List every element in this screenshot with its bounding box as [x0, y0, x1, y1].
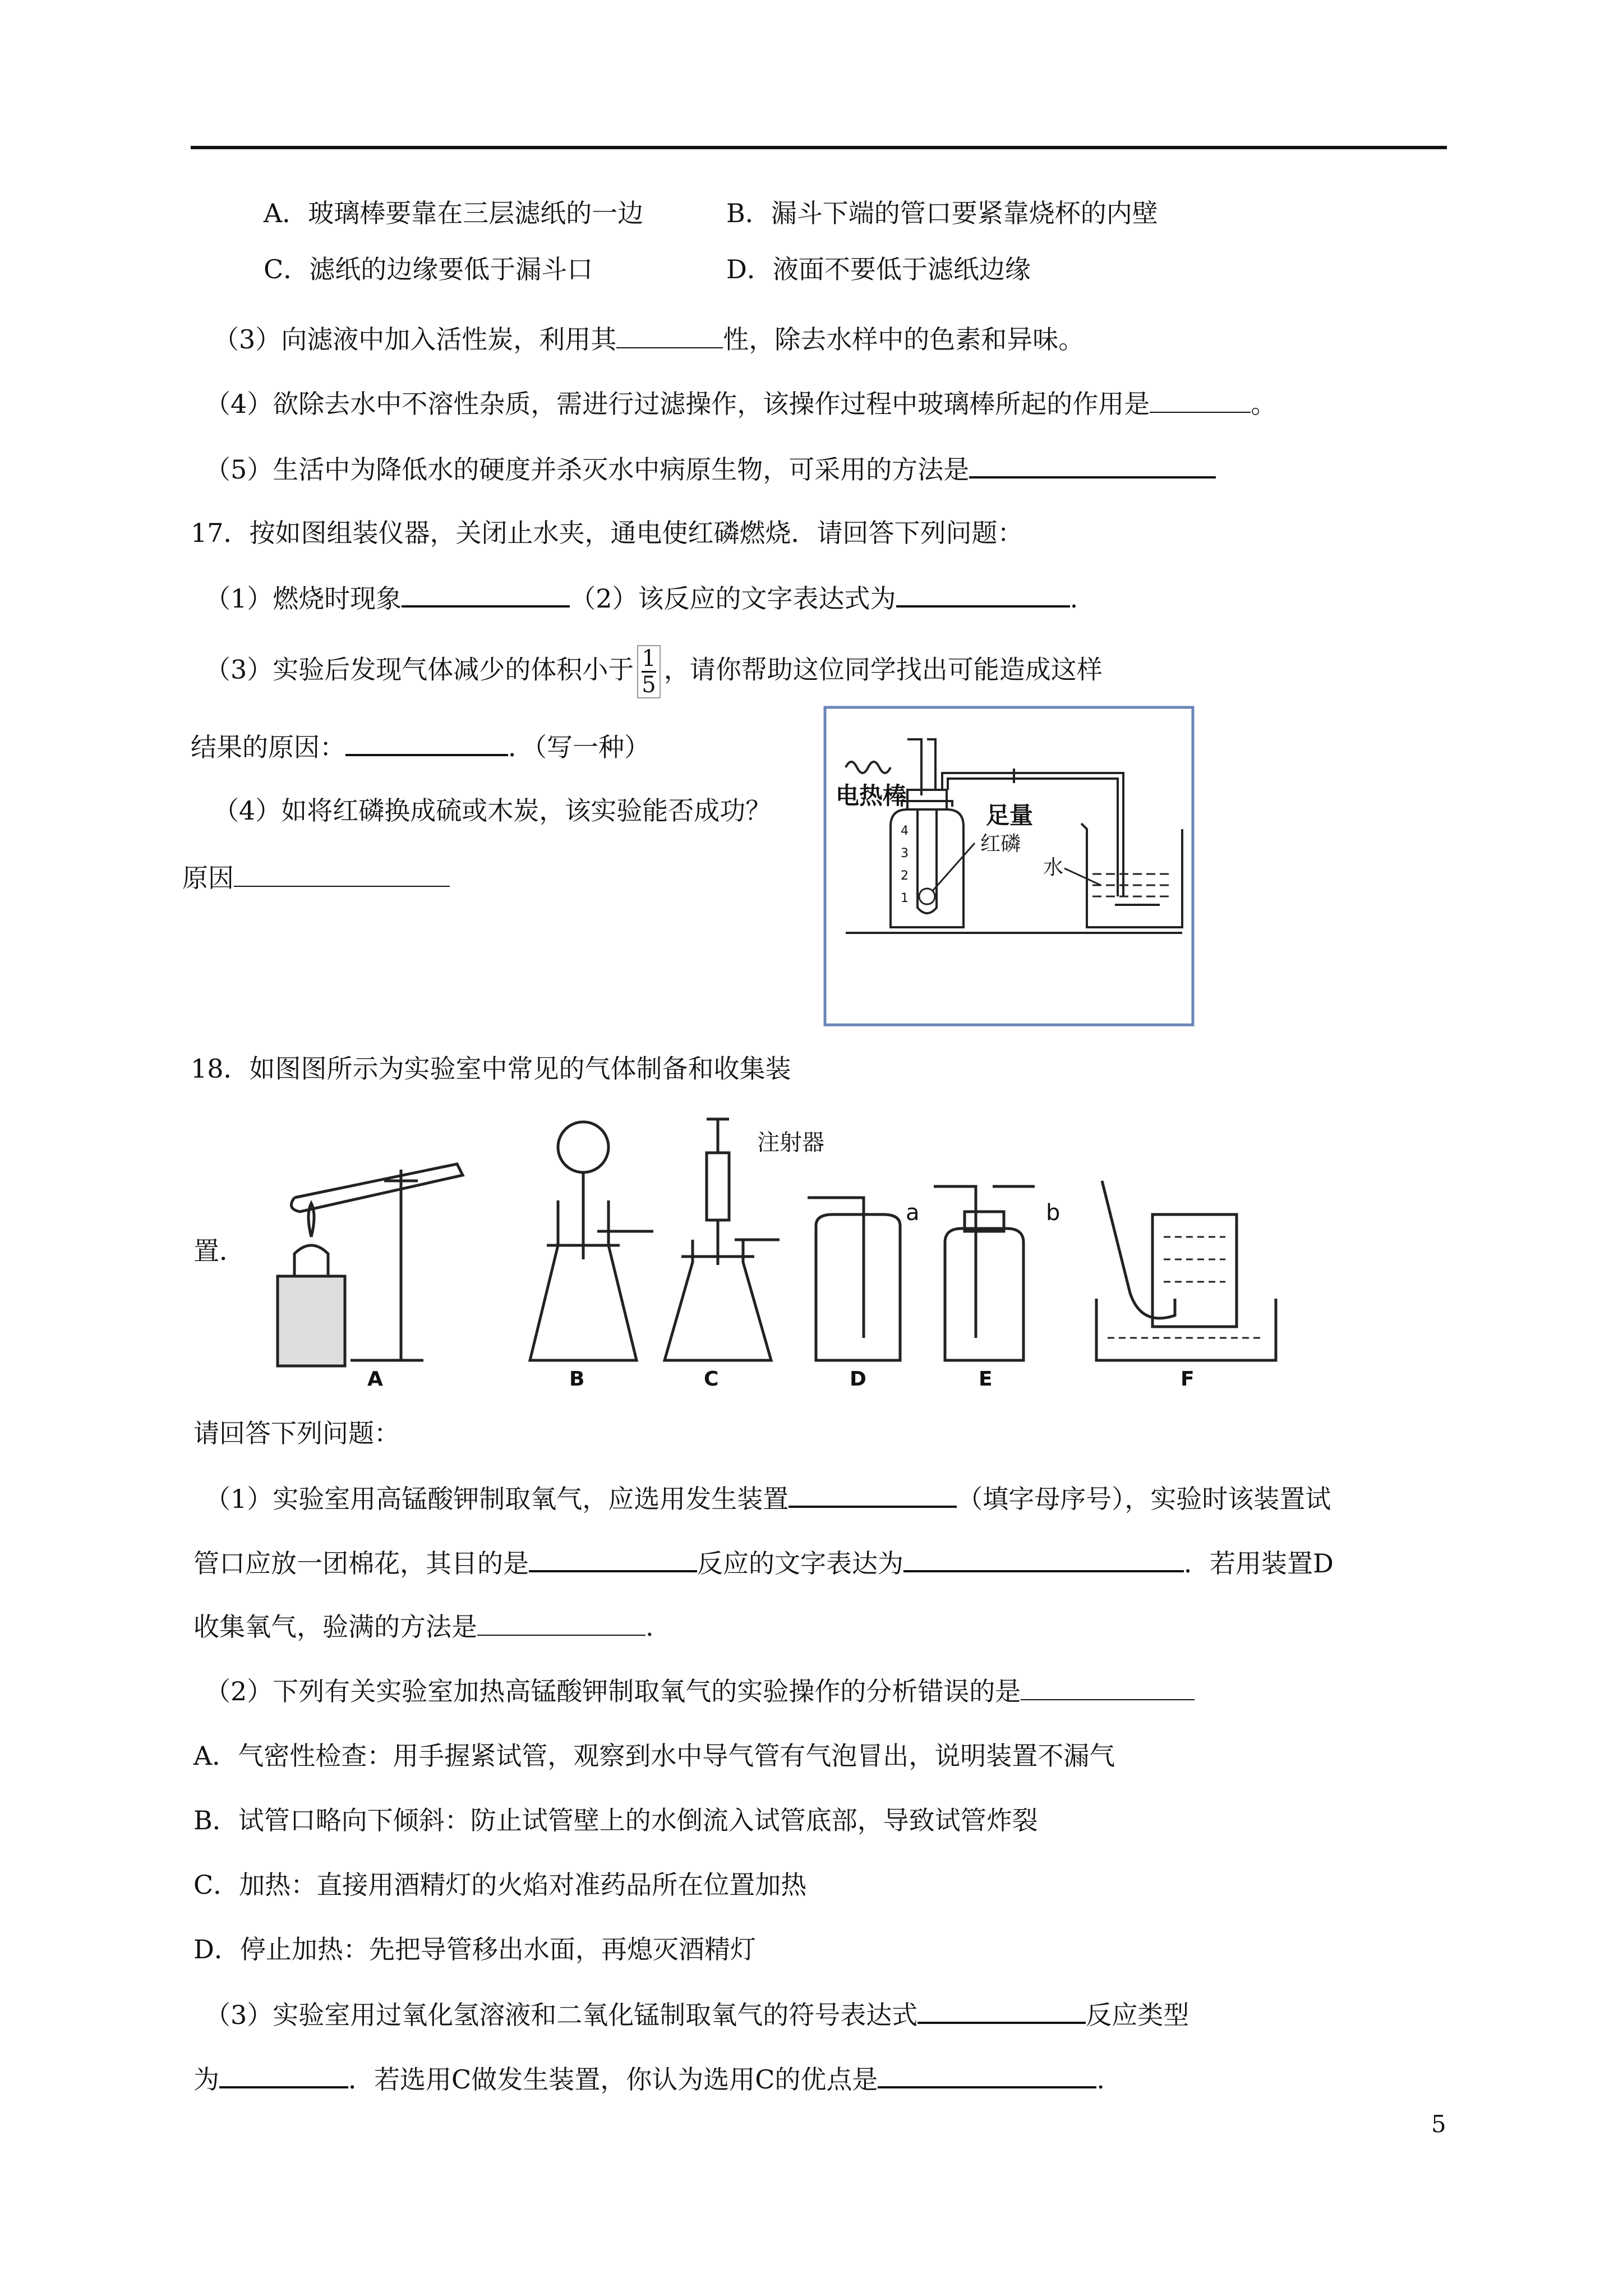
answer-blank[interactable]: [789, 1481, 957, 1508]
answer-blank[interactable]: [234, 861, 450, 887]
page-number: 5: [1431, 2110, 1446, 2138]
phosphorus-label-1: 足量: [986, 802, 1034, 829]
apparatus-label-d: D: [850, 1368, 866, 1388]
answer-blank[interactable]: [917, 1997, 1086, 2024]
q16-part5: （5）生活中为降低水的硬度并杀灭水中病原生物，可采用的方法是: [205, 452, 1216, 486]
option-d: D．液面不要低于滤纸边缘: [726, 254, 1031, 284]
answer-blank[interactable]: [1021, 1674, 1195, 1700]
q18-option-b: B．试管口略向下倾斜：防止试管壁上的水倒流入试管底部，导致试管炸裂: [193, 1805, 1038, 1835]
scale-mark: 3: [901, 846, 909, 861]
option-c: C．滤纸的边缘要低于漏斗口: [264, 254, 593, 284]
q16-part3: （3）向滤液中加入活性炭，利用其 性，除去水样中的色素和异味。: [213, 323, 1084, 356]
answer-blank[interactable]: [529, 1545, 697, 1572]
q17-part3-cont: 结果的原因： ．（写一种）: [191, 729, 650, 764]
scale-mark: 2: [901, 869, 909, 883]
answer-blank[interactable]: [616, 323, 723, 348]
q17-part3: （3）实验后发现气体减少的体积小于 $\frac{1}{5}$ ，请你帮助这位同学找出可能造成这样: [205, 646, 1103, 698]
q18-apparatus-figure: [255, 1114, 1312, 1388]
phosphorus-label-2: 红磷: [980, 832, 1021, 855]
q17-part1-2: （1）燃烧时现象 （2）该反应的文字表达式为 .: [205, 581, 1078, 615]
answer-blank[interactable]: [896, 581, 1070, 608]
syringe-label: 注射器: [757, 1130, 824, 1156]
port-b-label: b: [1046, 1200, 1061, 1226]
scale-mark: 4: [901, 824, 909, 838]
water-label: 水: [1043, 856, 1064, 879]
answer-blank[interactable]: [969, 452, 1216, 478]
q18-part1-line2: 管口应放一团棉花，其目的是 反应的文字表达为 ．若用装置D: [193, 1545, 1334, 1580]
fraction-one-fifth: $\frac{1}{5}$: [637, 645, 660, 698]
q17-part4: （4）如将红磷换成硫或木炭，该实验能否成功？: [213, 795, 772, 826]
answer-blank[interactable]: [1150, 387, 1251, 413]
q18-option-c: C．加热：直接用酒精灯的火焰对准药品所在位置加热: [193, 1870, 807, 1900]
q18-stem-cont: 置．: [193, 1236, 245, 1266]
apparatus-label-c: C: [704, 1368, 719, 1388]
apparatus-label-f: F: [1181, 1368, 1195, 1388]
answer-blank[interactable]: [878, 2062, 1096, 2088]
option-b: B．漏斗下端的管口要紧靠烧杯的内壁: [726, 198, 1158, 228]
heater-label: 电热棒: [836, 782, 907, 809]
apparatus-label-b: B: [569, 1368, 585, 1388]
q18-part1-line1: （1）实验室用高锰酸钾制取氧气，应选用发生装置 （填字母序号），实验时该装置试: [205, 1481, 1331, 1516]
scale-mark: 1: [901, 891, 909, 905]
q17-part4-reason: 原因: [182, 861, 450, 895]
answer-blank[interactable]: [345, 729, 508, 756]
q18-part3-cont: 为 ．若选用C做发生装置，你认为选用C的优点是 .: [193, 2062, 1105, 2096]
port-a-label: a: [906, 1200, 920, 1226]
q18-option-d: D．停止加热：先把导管移出水面，再熄灭酒精灯: [193, 1934, 756, 1964]
apparatus-label-a: A: [367, 1368, 383, 1388]
q17-stem: 17．按如图组装仪器，关闭止水夹，通电使红磷燃烧．请回答下列问题：: [191, 518, 1023, 548]
answer-blank[interactable]: [903, 1545, 1184, 1572]
q18-part2: （2）下列有关实验室加热高锰酸钾制取氧气的实验操作的分析错误的是: [205, 1674, 1195, 1708]
header-rule: [191, 146, 1447, 149]
apparatus-label-e: E: [979, 1368, 993, 1388]
q18-prompt: 请回答下列问题：: [193, 1418, 400, 1448]
q18-part1-line3: 收集氧气，验满的方法是 .: [193, 1610, 654, 1644]
answer-blank[interactable]: [477, 1610, 645, 1636]
q18-stem: 18．如图图所示为实验室中常见的气体制备和收集装: [191, 1053, 791, 1084]
option-a: A．玻璃棒要靠在三层滤纸的一边: [264, 198, 644, 228]
q18-option-a: A．气密性检查：用手握紧试管，观察到水中导气管有气泡冒出，说明装置不漏气: [193, 1741, 1115, 1771]
q17-apparatus-figure: [823, 706, 1195, 1027]
answer-blank[interactable]: [402, 581, 570, 608]
answer-blank[interactable]: [219, 2062, 348, 2088]
q16-part4: （4）欲除去水中不溶性杂质，需进行过滤操作，该操作过程中玻璃棒所起的作用是 。: [205, 387, 1276, 421]
q18-part3: （3）实验室用过氧化氢溶液和二氧化锰制取氧气的符号表达式 反应类型: [205, 1997, 1189, 2032]
